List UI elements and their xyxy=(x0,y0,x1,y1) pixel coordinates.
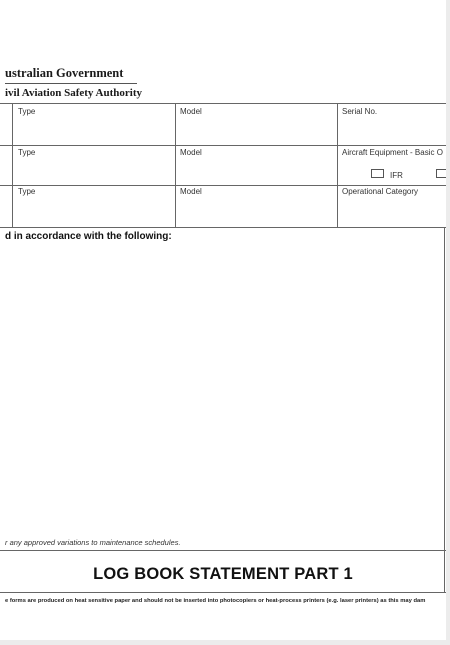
ifr-label: IFR xyxy=(390,171,403,180)
right-column-rule xyxy=(337,103,338,227)
log-book-statement-title: LOG BOOK STATEMENT PART 1 xyxy=(93,565,353,583)
aircraft-equipment-label: Aircraft Equipment - Basic O xyxy=(342,148,443,157)
header-divider xyxy=(5,83,137,84)
ifr-checkbox[interactable] xyxy=(371,169,384,178)
row-divider-1 xyxy=(0,145,446,146)
government-name: ustralian Government xyxy=(5,66,124,80)
statement-area-rule xyxy=(0,550,446,551)
row3-type-label: Type xyxy=(18,187,36,196)
row1-type-label: Type xyxy=(18,107,36,116)
heat-sensitive-paper-note: e forms are produced on heat sensitive paper and should not be inserted into photocopiers or heat-process printers (e.g. laser printers) as this may dam xyxy=(5,598,426,604)
row3-model-label: Model xyxy=(180,187,202,196)
second-equipment-checkbox[interactable] xyxy=(436,169,446,178)
title-bottom-rule xyxy=(0,592,446,593)
row-divider-2 xyxy=(0,185,446,186)
section-box-right-border xyxy=(444,227,445,593)
model-column-rule xyxy=(175,103,176,227)
row1-model-label: Model xyxy=(180,107,202,116)
row2-model-label: Model xyxy=(180,148,202,157)
serial-no-label: Serial No. xyxy=(342,107,378,116)
variations-note: r any approved variations to maintenance schedules. xyxy=(5,538,181,547)
left-column-rule xyxy=(12,103,13,227)
authority-name: ivil Aviation Safety Authority xyxy=(5,87,142,99)
table-top-rule xyxy=(0,103,446,104)
accordance-heading: d in accordance with the following: xyxy=(5,231,172,242)
row2-type-label: Type xyxy=(18,148,36,157)
table-bottom-rule xyxy=(0,227,446,228)
operational-category-label: Operational Category xyxy=(342,187,419,196)
